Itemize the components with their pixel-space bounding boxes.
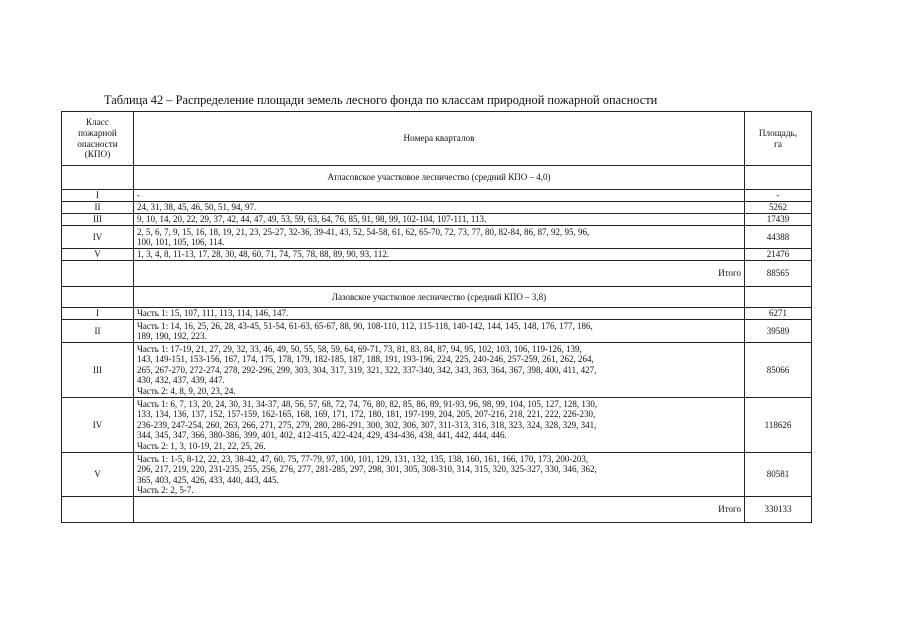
total-label: Итого	[134, 497, 745, 523]
quarters-cell	[134, 249, 745, 261]
header-row	[62, 112, 812, 166]
table-row	[62, 249, 812, 261]
quarters-line: 143, 149-151, 153-156, 167, 174, 175, 178, 179, 182-185, 187, 188, 191, 193-196, 224, 225, 240-246, 257-259, 261, 262, 264,	[137, 354, 594, 365]
section-empty-cell	[62, 166, 134, 190]
table-row	[62, 226, 812, 249]
quarters-cell	[134, 308, 745, 320]
table-row	[62, 214, 812, 226]
section-row	[62, 166, 812, 190]
area-cell: 44388	[745, 226, 812, 249]
section-title: Атласовское участковое лесничество (средний КПО – 4,0)	[134, 166, 745, 190]
quarters-cell	[134, 320, 745, 343]
class-cell: V	[62, 249, 134, 261]
table-row	[62, 453, 812, 497]
header-class: Класс пожарной опасности (КПО)	[62, 112, 134, 166]
quarters-line: Часть 1: 15, 107, 111, 113, 114, 146, 147.	[137, 308, 289, 319]
area-cell: 5262	[745, 202, 812, 214]
quarters-line: 1, 3, 4, 8, 11-13, 17, 28, 30, 48, 60, 71, 74, 75, 78, 88, 89, 90, 93, 112.	[137, 249, 390, 260]
section-empty-cell	[745, 166, 812, 190]
quarters-line: 189, 190, 192, 223.	[137, 331, 207, 341]
area-cell: 17439	[745, 214, 812, 226]
section-title: Лазовское участковое лесничество (средний КПО – 3,8)	[134, 287, 745, 308]
area-cell: 6271	[745, 308, 812, 320]
table-row	[62, 398, 812, 453]
section-row	[62, 287, 812, 308]
quarters-line: Часть 1: 1-5, 8-12, 22, 23, 38-42, 47, 60, 75, 77-79, 97, 100, 101, 129, 131, 132, 135, 138, 160, 161, 166, 170, 173, 200-203,	[137, 453, 589, 464]
quarters-line: 24, 31, 38, 45, 46, 50, 51, 94, 97.	[137, 202, 257, 213]
quarters-cell	[134, 453, 745, 497]
class-cell: II	[62, 202, 134, 214]
class-cell: III	[62, 343, 134, 398]
quarters-line: 206, 217, 219, 220, 231-235, 255, 256, 276, 277, 281-285, 297, 298, 301, 305, 308-310, 314, 315, 320, 325-327, 330, 346, 362,	[137, 464, 597, 475]
area-cell: 118626	[745, 398, 812, 453]
table-row	[62, 343, 812, 398]
class-cell: IV	[62, 226, 134, 249]
quarters-cell	[134, 398, 745, 453]
total-label: Итого	[134, 261, 745, 287]
area-cell: 85066	[745, 343, 812, 398]
total-value: 88565	[745, 261, 812, 287]
quarters-line: Часть 1: 6, 7, 13, 20, 24, 30, 31, 34-37, 48, 56, 57, 68, 72, 74, 76, 80, 82, 85, 86, 89, 91-93, 96, 98, 99, 104, 105, 127, 128, 130,	[137, 399, 598, 410]
header-area: Площадь, га	[745, 112, 812, 166]
class-cell: I	[62, 190, 134, 202]
header-quarters: Номера кварталов	[134, 112, 745, 166]
quarters-cell	[134, 190, 745, 202]
table-row	[62, 190, 812, 202]
class-cell: I	[62, 308, 134, 320]
quarters-line: 265, 267-270, 272-274, 278, 292-296, 299, 303, 304, 317, 319, 321, 322, 337-340, 342, 343, 363, 364, 367, 398, 400, 411, 427,	[137, 364, 597, 375]
quarters-cell	[134, 343, 745, 398]
quarters-line: 236-239, 247-254, 260, 263, 266, 271, 275, 279, 280, 286-291, 300, 302, 306, 307, 311-313, 316, 318, 323, 324, 328, 329, 341,	[137, 419, 597, 430]
class-cell: V	[62, 453, 134, 497]
quarters-line: -	[137, 190, 140, 201]
quarters-line: 430, 432, 437, 439, 447.	[137, 375, 225, 386]
table-row	[62, 320, 812, 343]
total-row	[62, 497, 812, 523]
quarters-line: Часть 2: 4, 8, 9, 20, 23, 24.	[137, 385, 236, 396]
table-caption: Таблица 42 – Распределение площади земель лесного фонда по классам природной пожарной опасности	[104, 93, 658, 107]
area-cell: 39589	[745, 320, 812, 343]
class-cell: III	[62, 214, 134, 226]
area-cell: 80581	[745, 453, 812, 497]
quarters-line: 365, 403, 425, 426, 433, 440, 443, 445.	[137, 474, 279, 485]
class-cell: II	[62, 320, 134, 343]
table-row	[62, 308, 812, 320]
class-cell: IV	[62, 398, 134, 453]
area-cell: -	[745, 190, 812, 202]
total-row	[62, 261, 812, 287]
total-empty-cell	[62, 261, 134, 287]
table-row	[62, 202, 812, 214]
quarters-line: 100, 101, 105, 106, 114.	[137, 237, 225, 247]
quarters-line: 2, 5, 6, 7, 9, 15, 16, 18, 19, 21, 23, 25-27, 32-36, 39-41, 43, 52, 54-58, 61, 62, 65-70, 72, 73, 77, 80, 82-84, 86, 87, 92, 95, 96,	[137, 226, 590, 237]
quarters-cell	[134, 214, 745, 226]
quarters-line: Часть 1: 14, 16, 25, 26, 28, 43-45, 51-54, 61-63, 65-67, 88, 90, 108-110, 112, 115-118, 140-142, 144, 145, 148, 176, 177, 186,	[137, 320, 593, 331]
quarters-line: 133, 134, 136, 137, 152, 157-159, 162-165, 168, 169, 171, 172, 180, 181, 197-199, 204, 205, 207-216, 218, 221, 222, 226-230,	[137, 409, 596, 420]
quarters-line: Часть 1: 17-19, 21, 27, 29, 32, 33, 46, 49, 50, 55, 58, 59, 64, 69-71, 73, 81, 83, 84, 87, 94, 95, 102, 103, 106, 119-126, 139,	[137, 344, 582, 355]
quarters-line: 9, 10, 14, 20, 22, 29, 37, 42, 44, 47, 49, 53, 59, 63, 64, 76, 85, 91, 98, 99, 102-104, 107-111, 113.	[137, 214, 487, 225]
quarters-line: Часть 2: 2, 5-7.	[137, 484, 194, 495]
area-cell: 21476	[745, 249, 812, 261]
quarters-cell	[134, 202, 745, 214]
fire-danger-table	[61, 111, 812, 523]
quarters-cell	[134, 226, 745, 249]
section-empty-cell	[745, 287, 812, 308]
section-empty-cell	[62, 287, 134, 308]
total-value: 330133	[745, 497, 812, 523]
quarters-line: Часть 2: 1, 3, 10-19, 21, 22, 25, 26.	[137, 440, 266, 451]
total-empty-cell	[62, 497, 134, 523]
quarters-line: 344, 345, 347, 366, 380-386, 399, 401, 402, 412-415, 422-424, 429, 434-436, 438, 441, 442, 444, 446.	[137, 430, 507, 441]
